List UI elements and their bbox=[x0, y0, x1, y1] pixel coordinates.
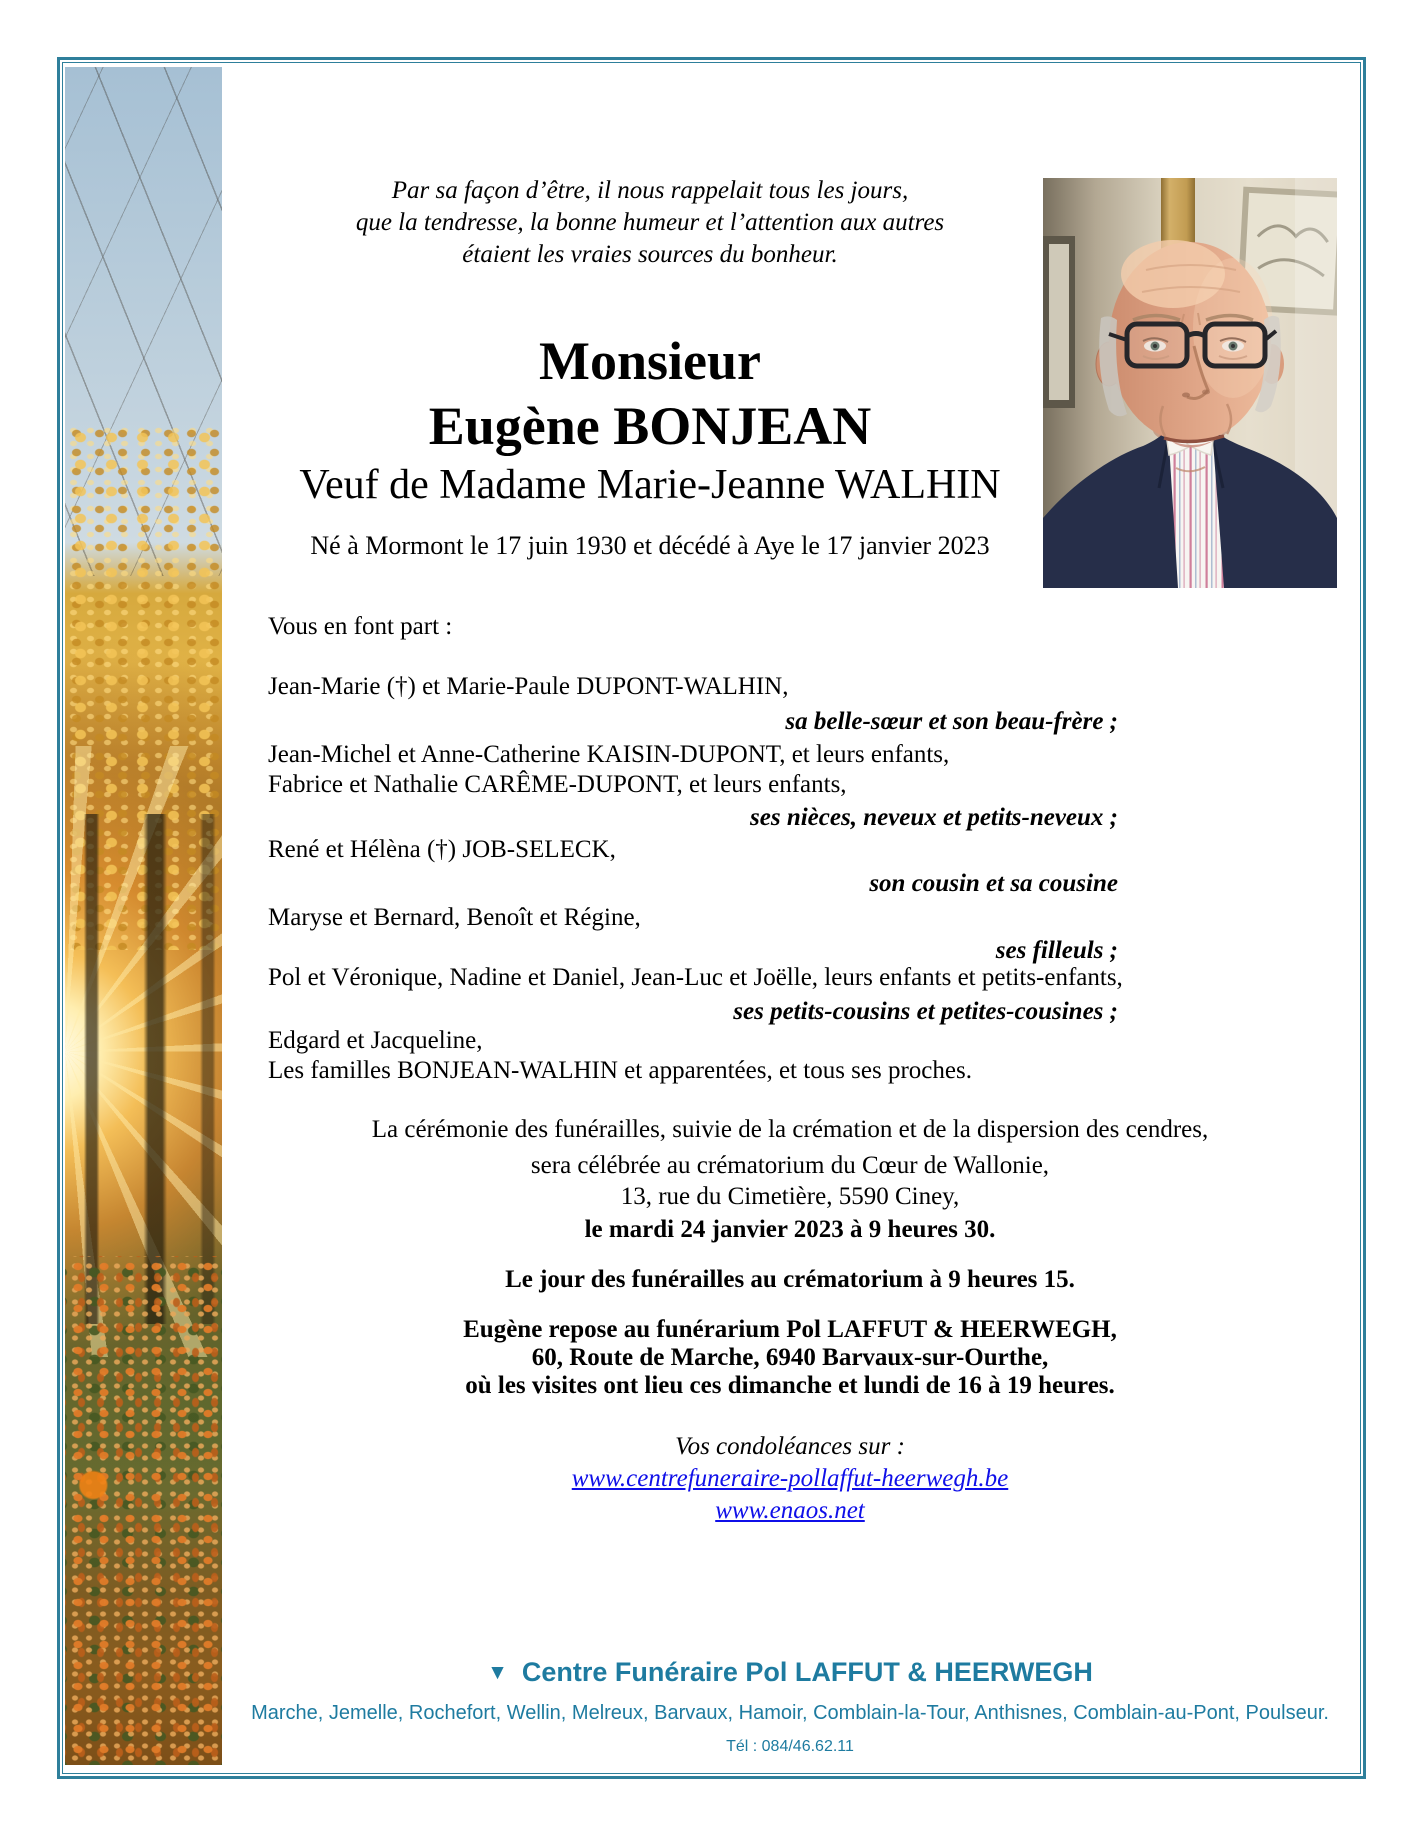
deceased-title: Monsieur bbox=[539, 331, 761, 391]
family-names-line: René et Hélèna (†) JOB-SELECK, bbox=[268, 836, 616, 863]
condolences-link-funeral-home[interactable]: www.centrefuneraire-pollaffut-heerwegh.be bbox=[571, 1465, 1009, 1492]
triangle-logo-icon: ▼ bbox=[487, 1661, 508, 1684]
family-names-line: Edgard et Jacqueline, bbox=[268, 1027, 483, 1054]
deceased-portrait-photo bbox=[1043, 178, 1337, 588]
condolences-label: Vos condoléances sur : bbox=[675, 1433, 905, 1460]
condolences-link-row bbox=[230, 1465, 1350, 1493]
ceremony-line: sera célébrée au crématorium du Cœur de Wallonie, bbox=[530, 1152, 1050, 1179]
ceremony-date-line: le mardi 24 janvier 2023 à 9 heures 30. bbox=[584, 1216, 996, 1243]
quote-line: Par sa façon d’être, il nous rappelait tous les jours, bbox=[391, 177, 909, 204]
family-relation-line: ses filleuls ; bbox=[995, 937, 1118, 964]
funeral-day-line: Le jour des funérailles au crématorium à 9 heures 15. bbox=[505, 1266, 1075, 1293]
funeral-home-name: Centre Funéraire Pol LAFFUT & HEERWEGH bbox=[521, 1657, 1093, 1687]
visits-line: où les visites ont lieu ces dimanche et lundi de 16 à 19 heures. bbox=[465, 1372, 1115, 1399]
family-names-line: Fabrice et Nathalie CARÊME-DUPONT, et leurs enfants, bbox=[268, 771, 847, 798]
condolences-link-enaos[interactable]: www.enaos.net bbox=[715, 1497, 865, 1524]
widower-line: Veuf de Madame Marie-Jeanne WALHIN bbox=[299, 462, 1001, 508]
autumn-trees-photo bbox=[65, 67, 222, 1765]
portrait-illustration bbox=[1043, 178, 1337, 588]
funeral-home-heading bbox=[230, 1657, 1350, 1688]
repose-address-line: 60, Route de Marche, 6940 Barvaux-sur-Ourthe, bbox=[531, 1344, 1049, 1371]
family-relation-line: sa belle-sœur et son beau-frère ; bbox=[785, 708, 1118, 735]
fallen-leaves-decor bbox=[65, 1256, 222, 1765]
family-relation-line: son cousin et sa cousine bbox=[869, 870, 1118, 897]
funeral-home-locations: Marche, Jemelle, Rochefort, Wellin, Melreux, Barvaux, Hamoir, Comblain-la-Tour, Anthisnes, Comblain-au-Pont, Poulseur. bbox=[251, 1702, 1329, 1724]
condolences-link-row bbox=[230, 1497, 1350, 1525]
family-relation-line: ses petits-cousins et petites-cousines ; bbox=[733, 998, 1118, 1025]
family-names-line: Les familles BONJEAN-WALHIN et apparentées, et tous ses proches. bbox=[268, 1057, 972, 1084]
quote-line: étaient les vraies sources du bonheur. bbox=[462, 241, 838, 268]
funeral-home-phone: Tél : 084/46.62.11 bbox=[726, 1738, 854, 1755]
family-names-line: Pol et Véronique, Nadine et Daniel, Jean-Luc et Joëlle, leurs enfants et petits-enfants, bbox=[268, 964, 1123, 991]
family-names-line: Maryse et Bernard, Benoît et Régine, bbox=[268, 904, 641, 931]
repose-line: Eugène repose au funérarium Pol LAFFUT & HEERWEGH, bbox=[463, 1316, 1117, 1343]
life-dates-line: Né à Mormont le 17 juin 1930 et décédé à Aye le 17 janvier 2023 bbox=[310, 531, 990, 560]
family-intro: Vous en font part : bbox=[268, 613, 453, 640]
family-names-line: Jean-Marie (†) et Marie-Paule DUPONT-WALHIN, bbox=[268, 673, 789, 700]
family-relation-line: ses nièces, neveux et petits-neveux ; bbox=[750, 804, 1118, 831]
family-names-line: Jean-Michel et Anne-Catherine KAISIN-DUPONT, et leurs enfants, bbox=[268, 741, 950, 768]
ceremony-line: 13, rue du Cimetière, 5590 Ciney, bbox=[620, 1183, 960, 1210]
deceased-name: Eugène BONJEAN bbox=[428, 396, 872, 456]
ceremony-line: La cérémonie des funérailles, suivie de la crémation et de la dispersion des cendres, bbox=[371, 1116, 1209, 1143]
quote-line: que la tendresse, la bonne humeur et l’attention aux autres bbox=[355, 209, 945, 236]
tree-trunks-decor bbox=[65, 814, 222, 1323]
